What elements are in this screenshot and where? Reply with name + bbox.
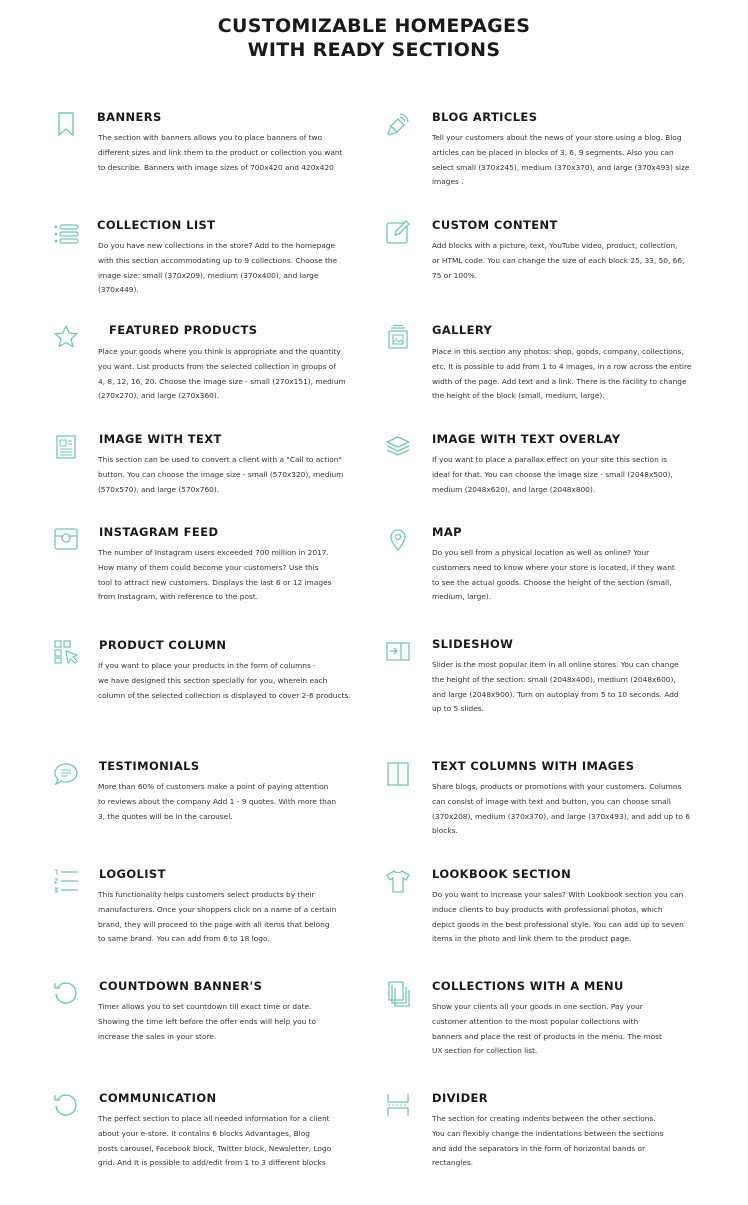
section-description xyxy=(432,780,702,839)
page-title-line-2: WITH READY SECTIONS xyxy=(247,39,501,61)
star-icon xyxy=(52,323,80,351)
description-line: banners and place the rest of products in the menu. The most xyxy=(432,1031,662,1041)
description-line: we have designed this section specially for you, wherein each xyxy=(98,675,328,685)
description-line: can consist of image with text and button, you can choose small xyxy=(432,796,671,806)
description-line: (570x570), and large (570x760). xyxy=(98,484,220,494)
description-line: and add the separators in the form of horizontal bands or xyxy=(432,1143,646,1153)
description-line: Do you want to increase your sales? With Lookbook section you can xyxy=(432,890,684,899)
description-line: Do you have new collections in the store? Add to the homepage xyxy=(98,241,336,250)
description-line: Share blogs, products or promotions with your customers. Columns xyxy=(432,782,682,791)
section-description xyxy=(432,453,702,497)
slideshow-icon xyxy=(384,637,412,665)
description-line: increase the sales in your store. xyxy=(98,1031,217,1041)
description-line: rectangles. xyxy=(432,1158,474,1168)
section-heading: IMAGE WITH TEXT xyxy=(99,432,222,446)
section-description xyxy=(98,888,368,947)
description-line: tool to attract new customers. Displays the last 6 or 12 images xyxy=(98,577,332,587)
description-line: items in the photo and link them to the product page. xyxy=(432,934,632,944)
description-line: UX section for collection list. xyxy=(432,1046,538,1056)
section-description xyxy=(432,658,702,717)
numbered-list-icon xyxy=(52,867,80,895)
description-line: This section can be used to convert a client with a "Call to action" xyxy=(98,455,342,464)
section-heading: MAP xyxy=(432,525,462,539)
page-title xyxy=(0,14,748,62)
section-heading: BANNERS xyxy=(97,110,162,124)
section-heading: TEXT COLUMNS WITH IMAGES xyxy=(432,759,635,773)
collections-menu-icon xyxy=(384,979,412,1007)
description-line: the height of the block (small, medium, large). xyxy=(432,391,605,401)
description-line: (370x449). xyxy=(98,285,139,295)
product-column-icon xyxy=(52,638,80,666)
section-heading: LOGOLIST xyxy=(99,867,166,881)
section-heading: BLOG ARTICLES xyxy=(432,110,538,124)
section-description xyxy=(98,659,368,703)
section-description xyxy=(98,131,368,175)
page-title-line-1: CUSTOMIZABLE HOMEPAGES xyxy=(217,15,531,37)
description-line: image size: small (370x209), medium (370x400), and large xyxy=(98,270,319,280)
description-line: articles can be placed in blocks of 3, 6, 9 segments. Also you can xyxy=(432,147,674,157)
description-line: about your e-store. It contains 6 blocks Advantages, Blog xyxy=(98,1128,310,1138)
description-line: The perfect section to place all needed information for a client xyxy=(98,1114,330,1123)
section-heading: INSTAGRAM FEED xyxy=(99,525,219,539)
description-line: Show your clients all your goods in one section. Pay your xyxy=(432,1002,643,1011)
document-icon xyxy=(52,433,80,461)
edit-icon xyxy=(384,218,412,246)
description-line: width of the page. Add text and a link. There is the facility to change xyxy=(432,376,687,386)
layers-icon xyxy=(384,432,412,460)
description-line: posts carousel, Facebook block, Twitter block, Newsletter, Logo xyxy=(98,1143,332,1153)
description-line: and large (2048x900). Turn on autoplay from 5 to 10 seconds. Add xyxy=(432,689,679,699)
description-line: the height of the section: small (2048x400), medium (2048x600), xyxy=(432,674,676,684)
section-heading: COUNTDOWN BANNER'S xyxy=(99,979,263,993)
description-line: select small (370x245), medium (370x370), and large (370x493) size xyxy=(432,162,690,172)
description-line: different sizes and link them to the product or collection you want xyxy=(98,147,343,157)
description-line: up to 5 slides. xyxy=(432,704,484,714)
section-heading: PRODUCT COLUMN xyxy=(99,638,227,652)
description-line: Showing the time left before the offer ends will help you to xyxy=(98,1016,317,1026)
description-line: medium, large). xyxy=(432,592,492,602)
description-line: The section with banners allows you to place banners of two xyxy=(98,133,323,142)
description-line: (270x270), and large (270x360). xyxy=(98,391,220,401)
description-line: customer attention to the most popular collections with xyxy=(432,1016,639,1026)
section-description xyxy=(98,546,368,605)
description-line: to same brand. You can add from 6 to 18 logo. xyxy=(98,934,270,944)
description-line: 4, 8, 12, 16, 20. Choose the image size - small (270x151), medium xyxy=(98,376,346,386)
section-heading: COLLECTIONS WITH A MENU xyxy=(432,979,624,993)
section-heading: FEATURED PRODUCTS xyxy=(109,323,258,337)
description-line: You can flexibly change the indentations between the sections xyxy=(432,1128,664,1138)
description-line: ideal for that. You can choose the image size - small (2048x500), xyxy=(432,469,673,479)
description-line: to see the actual goods. Choose the height of the section (small, xyxy=(432,577,672,587)
section-description xyxy=(98,239,368,298)
description-line: to reviews about the company Add 1 - 9 quotes. With more than xyxy=(98,796,337,806)
section-description xyxy=(432,1112,702,1171)
description-line: customers need to know where your store is located, if they want xyxy=(432,562,675,572)
blog-pen-icon xyxy=(384,110,412,138)
gallery-icon xyxy=(384,323,412,351)
section-description xyxy=(432,345,702,404)
description-line: Timer allows you to set countdown till exact time or date. xyxy=(98,1002,312,1011)
description-line: images . xyxy=(432,177,464,187)
description-line: More than 60% of customers make a point of paying attention xyxy=(98,782,329,791)
description-line: blocks. xyxy=(432,826,458,836)
description-line: 75 or 100%. xyxy=(432,270,478,280)
divider-icon xyxy=(384,1091,412,1119)
section-heading: LOOKBOOK SECTION xyxy=(432,867,572,881)
section-description xyxy=(432,1000,702,1059)
description-line: grid. And It is possible to add/edit from 1 to 3 different blocks xyxy=(98,1158,326,1168)
description-line: If you want to place your products in the form of columns - xyxy=(98,661,316,670)
tshirt-icon xyxy=(384,867,412,895)
section-description xyxy=(98,780,368,824)
section-heading: IMAGE WITH TEXT OVERLAY xyxy=(432,432,621,446)
description-line: brand, they will proceed to the page with all items that belong xyxy=(98,919,330,929)
description-line: manufacturers. Once your shoppers click on a name of a certain xyxy=(98,904,337,914)
instagram-icon xyxy=(52,525,80,553)
section-heading: COMMUNICATION xyxy=(99,1091,217,1105)
chat-bubble-icon xyxy=(52,760,80,788)
section-description xyxy=(98,1112,368,1171)
description-line: etc. It is possible to add from 1 to 4 images, in a row across the entire xyxy=(432,361,692,371)
section-description xyxy=(432,888,702,947)
description-line: The number of Instagram users exceeded 700 million in 2017. xyxy=(98,548,329,557)
countdown-icon xyxy=(52,979,80,1007)
bookmark-icon xyxy=(52,110,80,138)
description-line: column of the selected collection is displayed to cover 2-6 products. xyxy=(98,690,351,700)
description-line: How many of them could become your customers? Use this xyxy=(98,562,319,572)
description-line: medium (2048x620), and large (2048x800). xyxy=(432,484,596,494)
description-line: induce clients to buy products with professional photos, which xyxy=(432,904,663,914)
description-line: from Instagram, with reference to the post. xyxy=(98,592,259,602)
description-line: Place your goods where you think is appropriate and the quantity xyxy=(98,347,341,356)
description-line: with this section accommodating up to 9 collections. Choose the xyxy=(98,255,338,265)
section-heading: DIVIDER xyxy=(432,1091,489,1105)
section-description xyxy=(98,345,368,404)
description-line: This functionality helps customers select products by their xyxy=(98,890,315,899)
section-description xyxy=(432,239,702,283)
section-heading: COLLECTION LIST xyxy=(97,218,216,232)
description-line: Tell your customers about the news of your store using a blog. Blog xyxy=(432,133,682,142)
section-description xyxy=(432,131,702,190)
section-heading: GALLERY xyxy=(432,323,493,337)
description-line: Slider is the most popular item in all online stores. You can change xyxy=(432,660,679,669)
description-line: (370x208), medium (370x370), and large (370x493), and add up to 6 xyxy=(432,811,690,821)
description-line: button. You can choose the image size - small (570x320), medium xyxy=(98,469,344,479)
list-icon xyxy=(52,220,80,248)
description-line: or HTML code. You can change the size of each block 25, 33, 50, 66, xyxy=(432,255,685,265)
description-line: Add blocks with a picture, text, YouTube video, product, collection, xyxy=(432,241,678,250)
section-description xyxy=(98,453,368,497)
communication-icon xyxy=(52,1091,80,1119)
description-line: you want. List products from the selected collection in groups of xyxy=(98,361,336,371)
columns-icon xyxy=(384,760,412,788)
description-line: Do you sell from a physical location as well as online? Your xyxy=(432,548,650,557)
description-line: The section for creating indents between the other sections. xyxy=(432,1114,656,1123)
section-heading: SLIDESHOW xyxy=(432,637,514,651)
description-line: 3, the quotes will be in the carousel. xyxy=(98,811,233,821)
section-heading: TESTIMONIALS xyxy=(99,759,200,773)
description-line: depict goods in the best professional style. You can add up to seven xyxy=(432,919,684,929)
section-description xyxy=(98,1000,368,1044)
section-heading: CUSTOM CONTENT xyxy=(432,218,558,232)
description-line: If you want to place a parallax effect on your site this section is xyxy=(432,455,668,464)
description-line: Place in this section any photos: shop, goods, company, collections, xyxy=(432,347,684,356)
description-line: to describe. Banners with image sizes of 700x420 and 420x420 xyxy=(98,162,334,172)
section-description xyxy=(432,546,702,605)
map-pin-icon xyxy=(384,525,412,553)
